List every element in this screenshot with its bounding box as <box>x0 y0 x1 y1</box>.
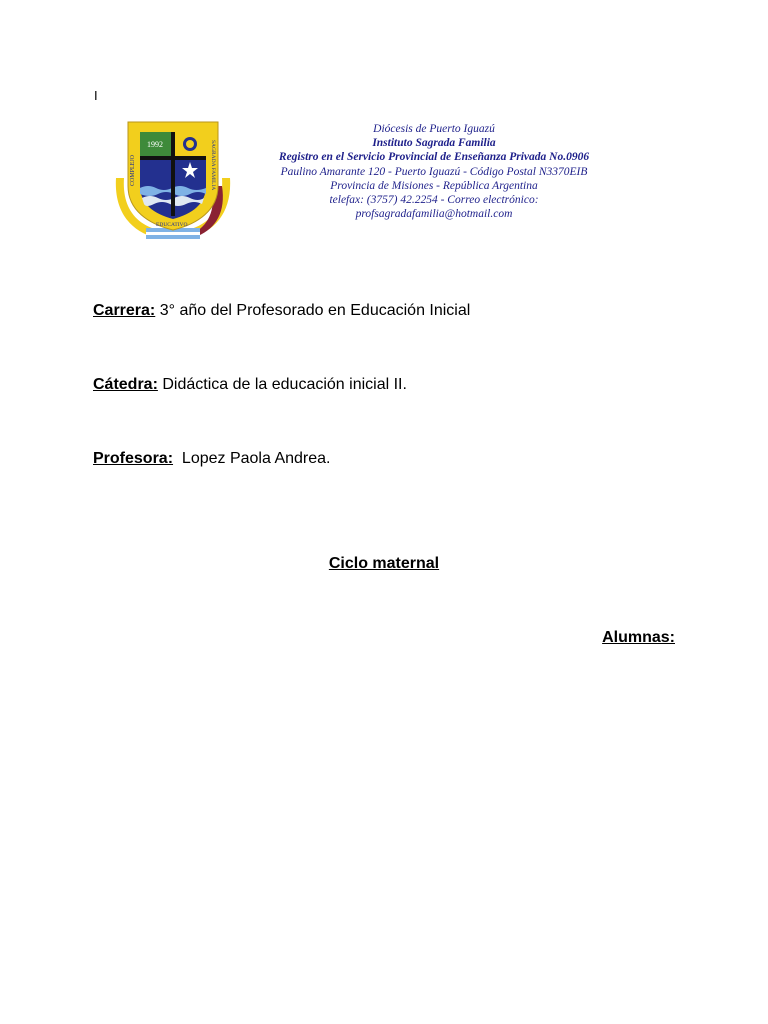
field-catedra <box>93 376 407 394</box>
crest-motto-bottom: EDUCATIVO <box>156 222 188 228</box>
crest-motto-right: SAGRADA FAMILIA <box>210 140 216 191</box>
document-title: Ciclo maternal <box>328 555 440 572</box>
letterhead-registry: Registro en el Servicio Provincial de Enseñanza Privada No.0906 <box>278 151 590 164</box>
letterhead-phone: telefax: (3757) 42.2254 - Correo electrónico: <box>329 194 539 207</box>
profesora-label: Profesora: <box>93 450 174 467</box>
crest-year: 1992 <box>147 140 163 149</box>
letterhead-email: profsagradafamilia@hotmail.com <box>355 208 513 221</box>
catedra-value: Didáctica de la educación inicial II. <box>157 376 407 393</box>
students-label: Alumnas: <box>602 629 675 646</box>
field-profesora <box>93 450 330 468</box>
school-crest-logo <box>112 116 234 242</box>
carrera-label: Carrera: <box>93 302 156 319</box>
crest-motto-left: COMPLEJO <box>130 154 136 186</box>
letterhead-address: Paulino Amarante 120 - Puerto Iguazú - Código Postal N3370EIB <box>280 165 588 178</box>
stray-mark: I <box>94 88 98 103</box>
letterhead <box>258 122 610 221</box>
letterhead-province: Provincia de Misiones - República Argentina <box>330 179 538 192</box>
profesora-value: Lopez Paola Andrea. <box>173 450 331 467</box>
letterhead-diocese: Diócesis de Puerto Iguazú <box>373 123 495 135</box>
letterhead-institute: Instituto Sagrada Familia <box>372 137 496 150</box>
carrera-value: 3° año del Profesorado en Educación Inicial <box>155 302 471 319</box>
catedra-label: Cátedra: <box>93 376 158 393</box>
field-carrera <box>93 302 470 320</box>
